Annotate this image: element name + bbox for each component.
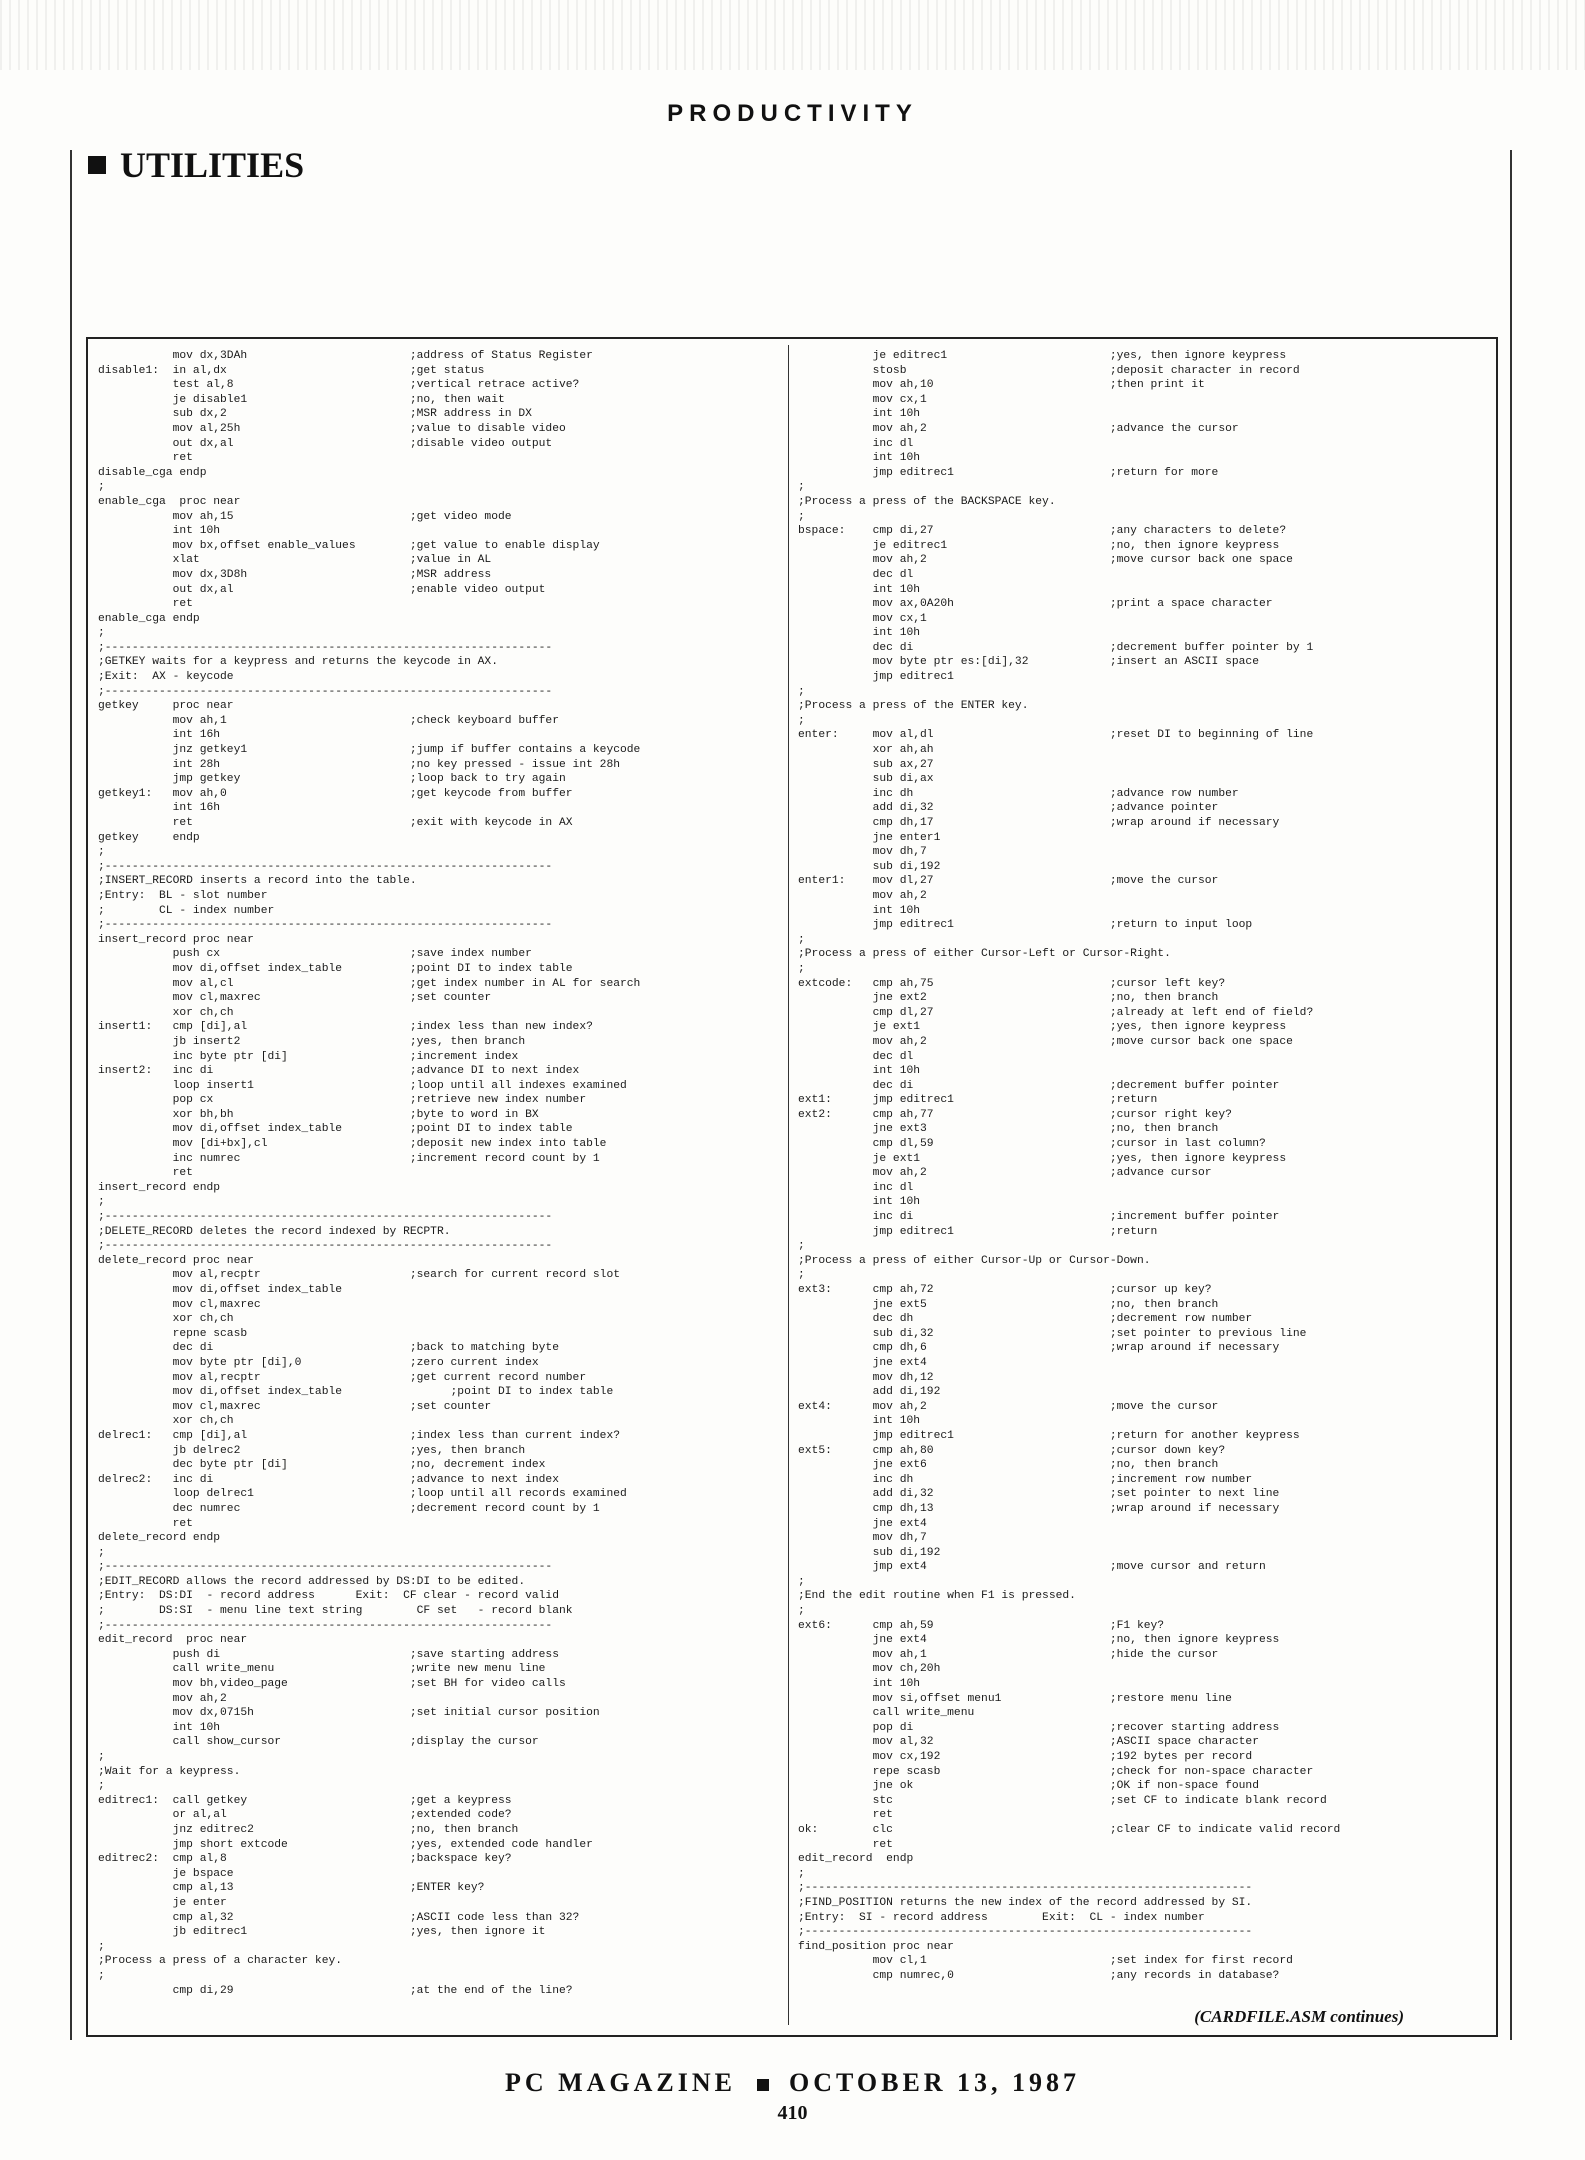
- code-text-left: mov dx,3DAh ;address of Status Register disable1: in al,dx ;get status test al,8 ;vertical retrace active? je disable1 ;no, then wait sub dx,2 ;MSR address in DX mov al,25h ;value to disable video out dx,al ;disable video output ret disable_cga endp ; enable_cga proc near mov ah,15 ;get video mode int 10h mov bx,offset enable_values ;get value to enable display xlat ;value in AL mov dx,3D8h ;MSR address out dx,al ;enable video output ret enable_cga endp ; ;------------------------------------------------------------------ ;GETKEY waits for a keypress and returns the keycode in AX. ;Exit: AX - keycode ;------------------------------------------------------------------ getkey proc near mov ah,1 ;check keyboard buffer int 16h jnz getkey1 ;jump if buffer contains a keycode int 28h ;no key pressed - issue int 28h jmp getkey ;loop back to try again getkey1: mov ah,0 ;get keycode from buffer int 16h ret ;exit with keycode in AX getkey endp ; ;------------------------------------------------------------------ ;INSERT_RECORD inserts a record into the table. ;Entry: BL - slot number ; CL - index number ;------------------------------------------------------------------ insert_record proc near push cx ;save index number mov di,offset index_table ;point DI to index table mov al,cl ;get index number in AL for search mov cl,maxrec ;set counter xor ch,ch insert1: cmp [di],al ;index less than new index? jb insert2 ;yes, then branch inc byte ptr [di] ;increment index insert2: inc di ;advance DI to next index loop insert1 ;loop until all indexes examined pop cx ;retrieve new index number xor bh,bh ;byte to word in BX mov di,offset index_table ;point DI to index table mov [di+bx],cl ;deposit new index into table inc numrec ;increment record count by 1 ret insert_record endp ; ;------------------------------------------------------------------ ;DELETE_RECORD deletes the record indexed by RECPTR. ;------------------------------------------------------------------ delete_record proc near mov al,recptr ;search for current record slot mov di,offset index_table mov cl,maxrec xor ch,ch repne scasb dec di ;back to matching byte mov byte ptr [di],0 ;zero current index mov al,recptr ;get current record number mov di,offset index_table ;point DI to index table mov cl,maxrec ;set counter xor ch,ch delrec1: cmp [di],al ;index less than current index? jb delrec2 ;yes, then branch dec byte ptr [di] ;no, decrement index delrec2: inc di ;advance to next index loop delrec1 ;loop until all records examined dec numrec ;decrement record count by 1 ret delete_record endp ; ;------------------------------------------------------------------ ;EDIT_RECORD allows the record addressed by DS:DI to be edited. ;Entry: DS:DI - record address Exit: CF clear - record valid ; DS:SI - menu line text string CF set - record blank ;------------------------------------------------------------------ edit_record proc near push di ;save starting address call write_menu ;write new menu line mov bh,video_page ;set BH for video calls mov ah,2 mov dx,0715h ;set initial cursor position int 10h call show_cursor ;display the cursor ; ;Wait for a keypress. ; editrec1: call getkey ;get a keypress or al,al ;extended code? jnz editrec2 ;no, then branch jmp short extcode ;yes, extended code handler editrec2: cmp al,8 ;backspace key? je bspace cmp al,13 ;ENTER key? je enter cmp al,32 ;ASCII code less than 32? jb editrec1 ;yes, then ignore it ; ;Process a press of a character key. ; cmp di,29 ;at the end of the line?: [98, 350, 641, 1997]
- code-column-right: [798, 349, 1488, 1989]
- code-column-left: [98, 349, 788, 1997]
- column-rule-left: [70, 150, 72, 2040]
- page-number: 410: [777, 2102, 808, 2124]
- section-title: PRODUCTIVITY: [667, 100, 918, 127]
- footer-bullet-icon: [757, 2079, 769, 2091]
- code-listing-box: [86, 337, 1498, 2037]
- column-divider: [788, 345, 789, 2025]
- heading-bullet-icon: [88, 156, 106, 174]
- code-text-right: je editrec1 ;yes, then ignore keypress stosb ;deposit character in record mov ah,10 ;then print it mov cx,1 int 10h mov ah,2 ;advance the cursor inc dl int 10h jmp editrec1 ;return for more ; ;Process a press of the BACKSPACE key. ; bspace: cmp di,27 ;any characters to delete? je editrec1 ;no, then ignore keypress mov ah,2 ;move cursor back one space dec dl int 10h mov ax,0A20h ;print a space character mov cx,1 int 10h dec di ;decrement buffer pointer by 1 mov byte ptr es:[di],32 ;insert an ASCII space jmp editrec1 ; ;Process a press of the ENTER key. ; enter: mov al,dl ;reset DI to beginning of line xor ah,ah sub ax,27 sub di,ax inc dh ;advance row number add di,32 ;advance pointer cmp dh,17 ;wrap around if necessary jne enter1 mov dh,7 sub di,192 enter1: mov dl,27 ;move the cursor mov ah,2 int 10h jmp editrec1 ;return to input loop ; ;Process a press of either Cursor-Left or Cursor-Right. ; extcode: cmp ah,75 ;cursor left key? jne ext2 ;no, then branch cmp dl,27 ;already at left end of field? je ext1 ;yes, then ignore keypress mov ah,2 ;move cursor back one space dec dl int 10h dec di ;decrement buffer pointer ext1: jmp editrec1 ;return ext2: cmp ah,77 ;cursor right key? jne ext3 ;no, then branch cmp dl,59 ;cursor in last column? je ext1 ;yes, then ignore keypress mov ah,2 ;advance cursor inc dl int 10h inc di ;increment buffer pointer jmp editrec1 ;return ; ;Process a press of either Cursor-Up or Cursor-Down. ; ext3: cmp ah,72 ;cursor up key? jne ext5 ;no, then branch dec dh ;decrement row number sub di,32 ;set pointer to previous line cmp dh,6 ;wrap around if necessary jne ext4 mov dh,12 add di,192 ext4: mov ah,2 ;move the cursor int 10h jmp editrec1 ;return for another keypress ext5: cmp ah,80 ;cursor down key? jne ext6 ;no, then branch inc dh ;increment row number add di,32 ;set pointer to next line cmp dh,13 ;wrap around if necessary jne ext4 mov dh,7 sub di,192 jmp ext4 ;move cursor and return ; ;End the edit routine when F1 is pressed. ; ext6: cmp ah,59 ;F1 key? jne ext4 ;no, then ignore keypress mov ah,1 ;hide the cursor mov ch,20h int 10h mov si,offset menu1 ;restore menu line call write_menu pop di ;recover starting address mov al,32 ;ASCII space character mov cx,192 ;192 bytes per record repe scasb ;check for non-space character jne ok ;OK if non-space found stc ;set CF to indicate blank record ret ok: clc ;clear CF to indicate valid record ret edit_record endp ; ;------------------------------------------------------------------ ;FIND_POSITION returns the new index of the record addressed by SI. ;Entry: SI - record address Exit: CL - index number ;------------------------------------------------------------------ find_position proc near mov cl,1 ;set index for first record cmp numrec,0 ;any records in database?: [798, 350, 1341, 1982]
- column-heading: [88, 144, 304, 186]
- publication-name: PC MAGAZINE: [504, 2068, 736, 2097]
- column-heading-text: UTILITIES: [120, 145, 305, 185]
- scan-noise-strip: [0, 0, 1585, 70]
- page-footer: [0, 2068, 1585, 2098]
- continues-note: (CARDFILE.ASM continues): [1194, 2007, 1404, 2026]
- column-rule-right: [1510, 150, 1512, 2040]
- issue-date: OCTOBER 13, 1987: [789, 2068, 1081, 2097]
